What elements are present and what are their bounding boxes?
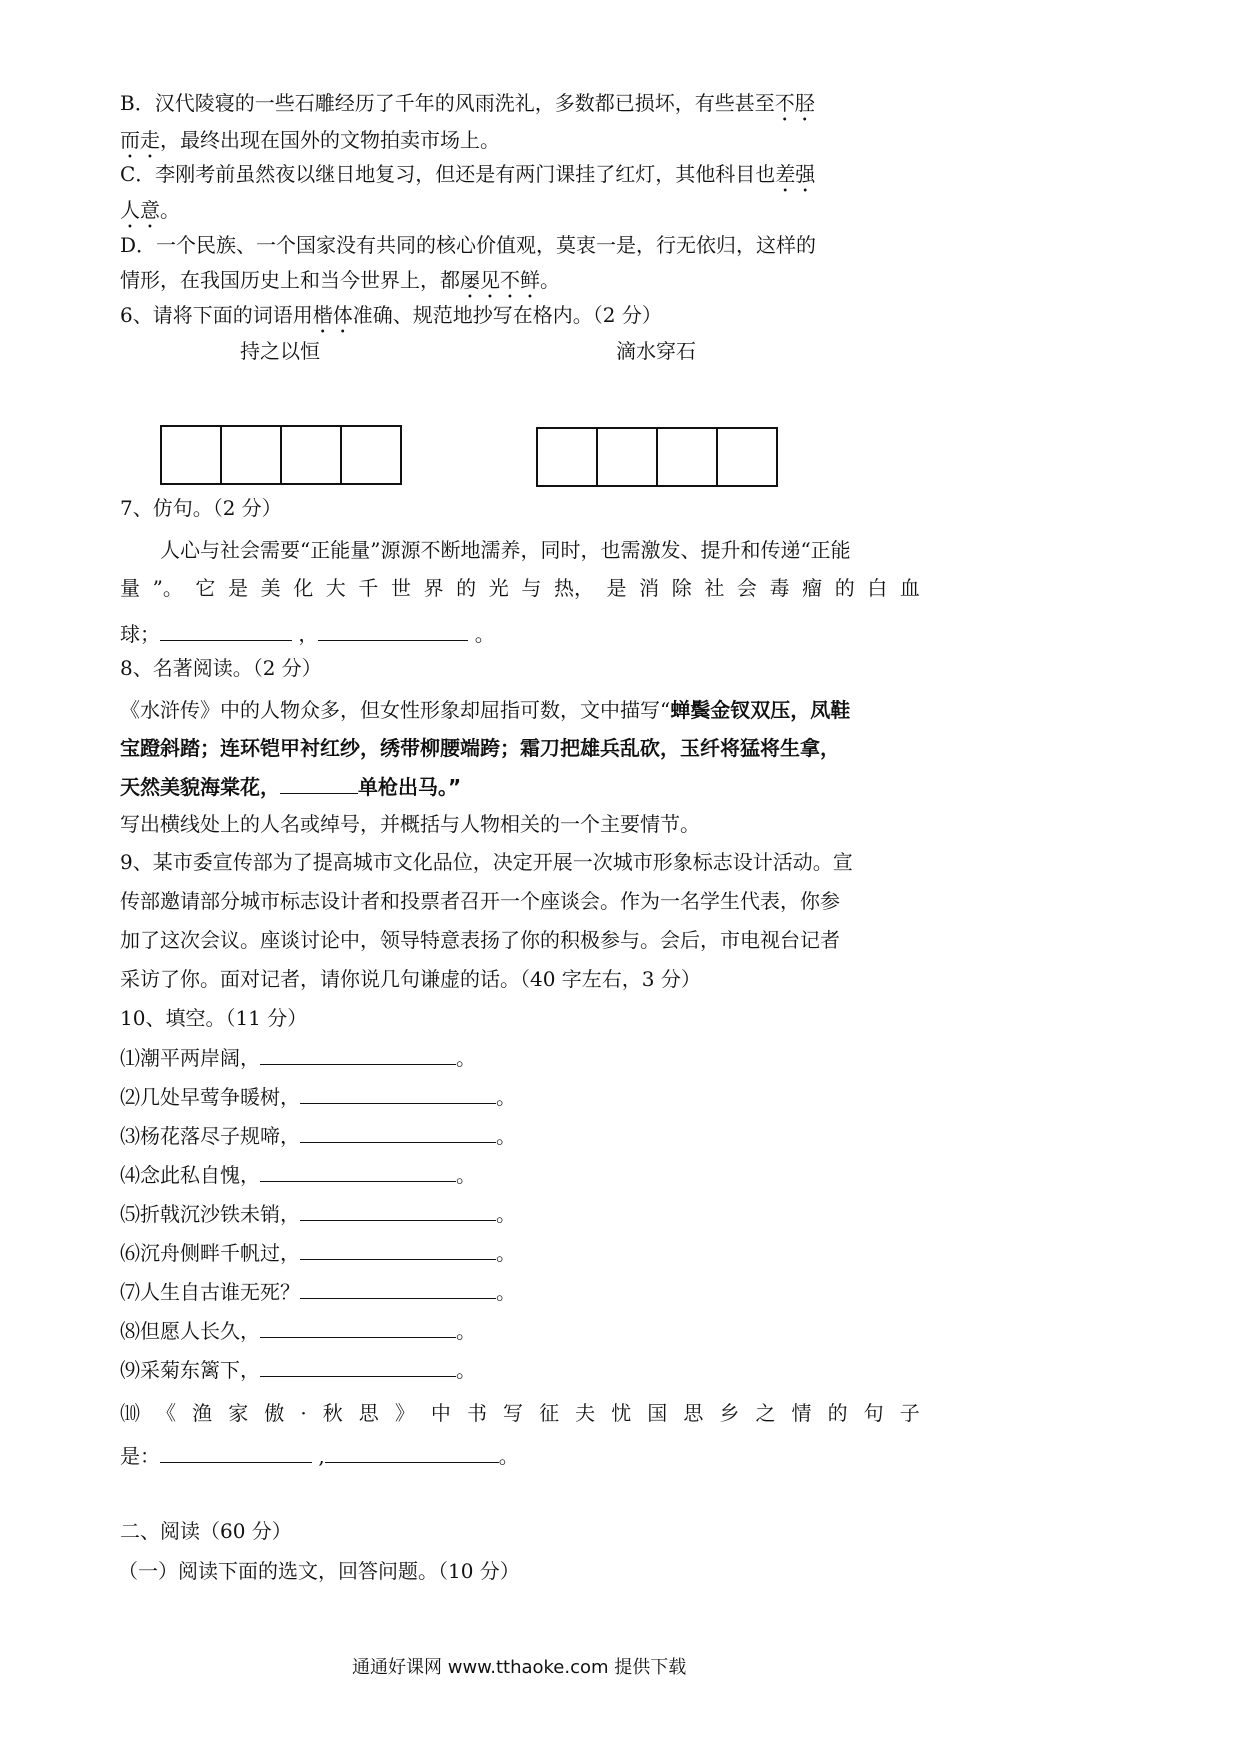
section2-subtitle: （一）阅读下面的选文，回答问题。（10 分）: [118, 1559, 520, 1583]
answer-blank[interactable]: [318, 620, 468, 641]
grid-cell[interactable]: [162, 427, 222, 483]
q8-line3: 天然美貌海棠花， 单枪出马。”: [120, 775, 462, 799]
q10-item-10-line2: 是： , 。: [120, 1444, 519, 1468]
q6-word-1: 持之以恒: [240, 339, 320, 363]
grid-cell[interactable]: [282, 427, 342, 483]
answer-blank[interactable]: [280, 773, 358, 794]
q9-line4: 采访了你。面对记者，请你说几句谦虚的话。（40 字左右，3 分）: [120, 967, 701, 991]
grid-cell[interactable]: [342, 427, 400, 483]
answer-blank[interactable]: [160, 620, 292, 641]
q7-line3: 球； ， 。: [120, 622, 495, 646]
answer-blank[interactable]: [300, 1239, 496, 1260]
grid-cell[interactable]: [658, 429, 718, 485]
answer-blank[interactable]: [260, 1356, 456, 1377]
q5-option-b-line1: B．汉代陵寝的一些石雕经历了千年的风雨洗礼，多数都已损坏，有些甚至不胫: [120, 91, 815, 115]
q10-item-10-line1: ⑽ 《 渔 家 傲 · 秋 思 》 中 书 写 征 夫 忧 国 思 乡 之 情 的 句 子: [120, 1401, 920, 1425]
q10-item-5: ⑸折戟沉沙铁未销， 。: [120, 1202, 516, 1226]
grid-cell[interactable]: [598, 429, 658, 485]
q5-option-d-line2: 情形，在我国历史上和当今世界上，都屡见不鲜。: [120, 268, 560, 292]
q7-title: 7、仿句。（2 分）: [120, 496, 282, 520]
q10-item-7: ⑺人生自古谁无死？ 。: [120, 1280, 516, 1304]
grid-cell[interactable]: [222, 427, 282, 483]
q7-line1: 人心与社会需要“正能量”源源不断地濡养，同时，也需激发、提升和传递“正能: [160, 538, 851, 562]
q8-line4: 写出横线处上的人名或绰号，并概括与人物相关的一个主要情节。: [120, 812, 700, 836]
answer-blank[interactable]: [260, 1044, 456, 1065]
q10-item-2: ⑵几处早莺争暖树， 。: [120, 1085, 516, 1109]
grid-cell[interactable]: [718, 429, 776, 485]
q10-item-4: ⑷念此私自愧， 。: [120, 1163, 476, 1187]
answer-blank[interactable]: [260, 1317, 456, 1338]
q5-option-b-line2: 而走，最终出现在国外的文物拍卖市场上。: [120, 128, 500, 152]
answer-blank[interactable]: [300, 1122, 496, 1143]
q8-line2: 宝蹬斜踏；连环铠甲衬红纱，绣带柳腰端跨；霜刀把雄兵乱砍，玉纤将猛将生拿，: [120, 736, 840, 760]
section2-title: 二、阅读（60 分）: [120, 1519, 292, 1543]
grid-cell[interactable]: [538, 429, 598, 485]
q10-item-1: ⑴潮平两岸阔， 。: [120, 1046, 476, 1070]
answer-blank[interactable]: [260, 1161, 456, 1182]
q10-item-8: ⑻但愿人长久， 。: [120, 1319, 476, 1343]
q10-title: 10、填空。（11 分）: [120, 1006, 308, 1030]
answer-blank[interactable]: [325, 1442, 499, 1463]
q10-item-9: ⑼采菊东篱下， 。: [120, 1358, 476, 1382]
q10-item-6: ⑹沉舟侧畔千帆过， 。: [120, 1241, 516, 1265]
answer-blank[interactable]: [300, 1083, 496, 1104]
q9-line2: 传部邀请部分城市标志设计者和投票者召开一个座谈会。作为一名学生代表，你参: [120, 889, 840, 913]
q5-option-c-line2: 人意。: [120, 198, 180, 222]
answer-blank[interactable]: [300, 1278, 496, 1299]
page-footer: 通通好课网 www.tthaoke.com 提供下载: [352, 1657, 687, 1678]
q8-title: 8、名著阅读。（2 分）: [120, 656, 322, 680]
q6-prompt: 6、请将下面的词语用楷体准确、规范地抄写在格内。（2 分）: [120, 303, 662, 327]
answer-blank[interactable]: [300, 1200, 496, 1221]
q7-line2: 量 ”。 它 是 美 化 大 千 世 界 的 光 与 热， 是 消 除 社 会 毒 瘤 的 白 血: [120, 576, 920, 600]
q6-writing-grid-2: [536, 427, 778, 487]
q9-line3: 加了这次会议。座谈讨论中，领导特意表扬了你的积极参与。会后，市电视台记者: [120, 928, 840, 952]
q10-item-3: ⑶杨花落尽子规啼， 。: [120, 1124, 516, 1148]
answer-blank[interactable]: [160, 1442, 312, 1463]
q5-option-d-line1: D．一个民族、一个国家没有共同的核心价值观，莫衷一是，行无依归，这样的: [120, 233, 817, 257]
q8-line1: 《水浒传》中的人物众多，但女性形象却屈指可数，文中描写“蝉鬓金钗双压，凤鞋: [120, 698, 851, 722]
q6-word-2: 滴水穿石: [616, 339, 696, 363]
q5-option-c-line1: C．李刚考前虽然夜以继日地复习，但还是有两门课挂了红灯，其他科目也差强: [120, 162, 816, 186]
q6-writing-grid-1: [160, 425, 402, 485]
q9-line1: 9、某市委宣传部为了提高城市文化品位，决定开展一次城市形象标志设计活动。宣: [120, 850, 853, 874]
